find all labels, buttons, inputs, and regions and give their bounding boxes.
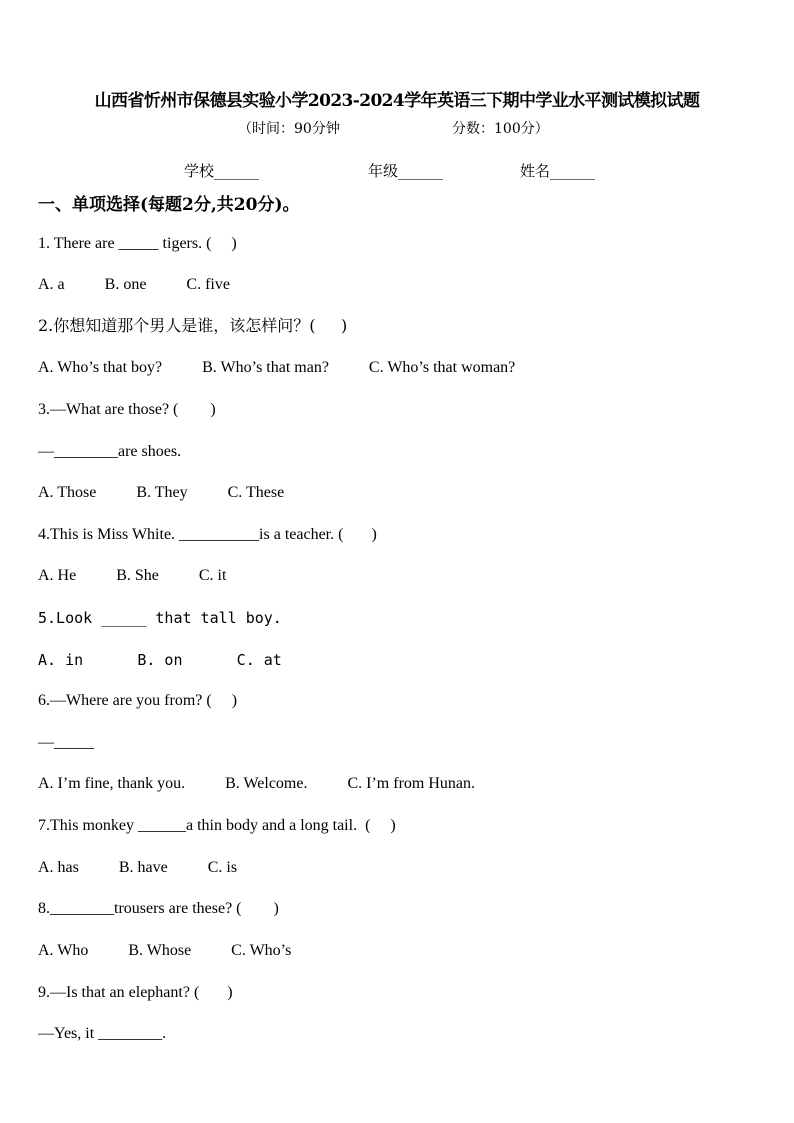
question-7-stem: 7.This monkey ______a thin body and a long tail. ( ): [38, 817, 396, 834]
school-field[interactable]: 学校______: [184, 162, 260, 180]
question-3-answer: —________are shoes.: [38, 443, 182, 460]
question-1-stem: 1. There are _____ tigers. ( ): [38, 235, 237, 252]
question-4-options: A. He B. She C. it: [38, 567, 227, 584]
grade-field[interactable]: 年级______: [368, 162, 444, 180]
question-2-stem: 2.你想知道那个男人是谁，该怎样问？( ): [38, 316, 348, 335]
exam-time: （时间：90分钟: [238, 121, 340, 137]
question-9-answer: —Yes, it ________.: [38, 1025, 167, 1042]
section-heading: 一、单项选择(每题2分,共20分)。: [38, 195, 300, 215]
question-8-options: A. Who B. Whose C. Who’s: [38, 942, 292, 959]
question-6-options: A. I’m fine, thank you. B. Welcome. C. I’m from Hunan.: [38, 775, 476, 792]
question-6-answer: —_____: [38, 734, 94, 751]
question-1-options: A. a B. one C. five: [38, 276, 230, 293]
exam-title: 山西省忻州市保德县实验小学2023-2024学年英语三下期中学业水平测试模拟试题: [94, 91, 700, 111]
question-5-stem: 5.Look _____ that tall boy.: [38, 609, 282, 627]
question-6-stem: 6.—Where are you from? ( ): [38, 692, 238, 709]
question-2-options: A. Who’s that boy? B. Who’s that man? C. Who’s that woman?: [38, 359, 516, 376]
question-3-stem: 3.—What are those? ( ): [38, 401, 216, 418]
question-7-options: A. has B. have C. is: [38, 859, 238, 876]
question-3-options: A. Those B. They C. These: [38, 484, 285, 501]
question-8-stem: 8.________trousers are these? ( ): [38, 900, 279, 917]
question-4-stem: 4.This is Miss White. __________is a teacher. ( ): [38, 526, 377, 543]
name-field[interactable]: 姓名______: [520, 162, 596, 180]
question-9-stem: 9.—Is that an elephant? ( ): [38, 984, 233, 1001]
question-5-options: A. in B. on C. at: [38, 651, 282, 669]
exam-score: 分数：100分）: [452, 121, 549, 137]
